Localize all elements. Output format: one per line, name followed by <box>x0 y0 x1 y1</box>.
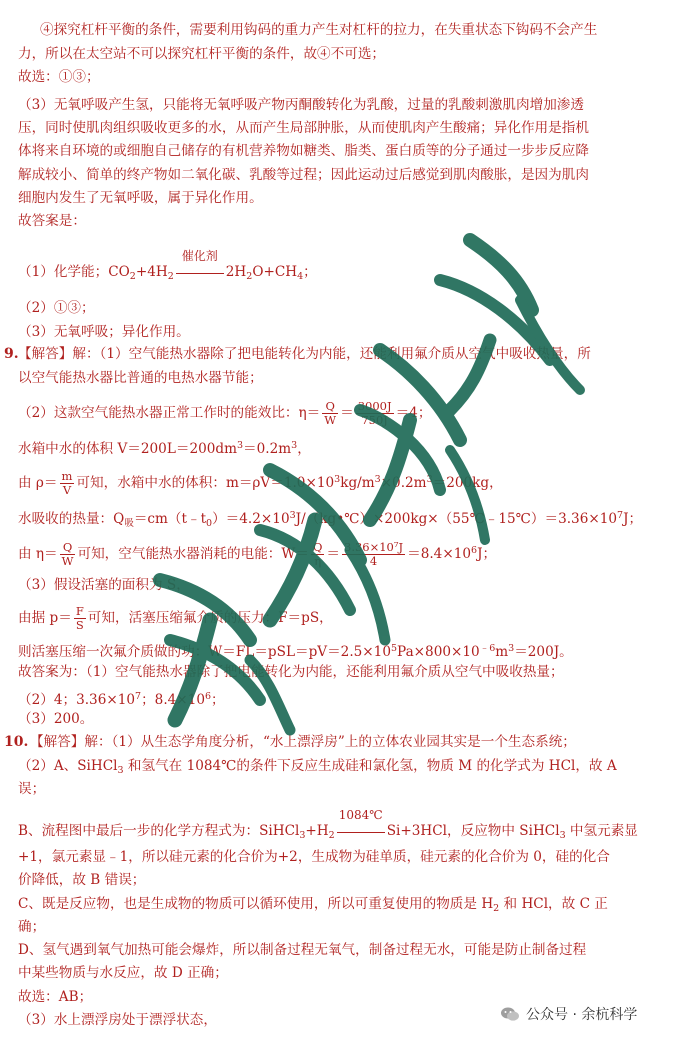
text-line: 故答案为：（1）空气能热水器除了把电能转化为内能，还能利用氟介质从空气中吸收热量； <box>18 664 564 680</box>
text-line: 【解答】解：（1）从生态学角度分析，“水上漂浮房”上的立体农业园其实是一个生态系统； <box>30 734 576 750</box>
equation-line: B、流程图中最后一步的化学方程式为：$SiHCl_3+H_2$ 1084℃ Si+3HCl，反应物中 SiHCl$_3$ 中氢元素显 <box>18 807 638 841</box>
equation-line: 则活塞压缩一次氟介质做的功：$W=FL=pSL=pV=2.5\times 10^5Pa\times 800\times 10^{﹣6}m^3=200J$。 <box>18 643 573 660</box>
equation-line: （1）化学能；$CO_2+4H_2$ 催化剂 $2H_2O+CH_4$； <box>18 248 317 282</box>
equation-line: 由 ρ＝ $\frac{m}{V}$ 可知，水箱中水的体积：$m=\rho V=1.0\times 10^3kg/m^3\times 0.2m^3=200kg$， <box>18 469 503 497</box>
text-line: 故选：①③； <box>18 69 100 85</box>
footer-label: 公众号 · 余杭科学 <box>526 1007 638 1023</box>
equation-line: 由据 p＝ $\frac{F}{S}$ 可知，活塞压缩氟介质的压力：F＝pS， <box>18 604 333 632</box>
equation-line: 由 η＝ $\frac{Q}{W}$ 可知，空气能热水器消耗的电能：W＝ $\frac{Q}{\eta}$ ＝ $\frac{\text{3.36×10⁷J}}{4}$ $=8.4\times 10^6J$； <box>18 540 497 568</box>
text-line: 中某些物质与水反应，故 D 正确； <box>18 965 228 981</box>
text-line: （3）水上漂浮房处于漂浮状态， <box>18 1012 217 1028</box>
text-line: 细胞内发生了无氧呼吸，属于异化作用。 <box>18 190 263 206</box>
text-line: 力，所以在太空站不可以探究杠杆平衡的条件，故④不可选； <box>18 46 386 62</box>
fraction: $\frac{m}{V}$ <box>61 469 73 497</box>
footer-brand <box>500 1004 637 1024</box>
text-line: （3）假设活塞的面积为 S， <box>18 577 190 593</box>
text-line: 故选：AB； <box>18 989 93 1005</box>
reaction-arrow: 催化剂 <box>176 268 224 278</box>
equation-line: （2）这款空气能热水器正常工作时的能效比：η＝ $\frac{Q}{W}$ ＝ $\frac{3000J}{750J}$ ＝4； <box>18 399 432 427</box>
fraction: $\frac{3000J}{750J}$ <box>357 399 392 427</box>
text-line: （3）无氧呼吸；异化作用。 <box>18 324 190 340</box>
text-line: 解成较小、简单的终产物如二氧化碳、乳酸等过程；因此运动过后感觉到肌肉酸胀，是因为肌肉 <box>18 167 589 183</box>
text-line: （2）4；$3.36\times 10^7$；$8.4\times 10^6$； <box>18 691 225 708</box>
question-number: 10. <box>4 734 29 750</box>
text-line: 误； <box>18 781 46 797</box>
wechat-icon <box>500 1006 520 1022</box>
text-line: 体将来自环境的或细胞自己储存的有机营养物如糖类、脂类、蛋白质等的分子通过一步步反应降 <box>18 143 589 159</box>
text-line: D、氢气遇到氧气加热可能会爆炸，所以制备过程无氧气，制备过程无水，可能是防止制备过程 <box>18 942 587 958</box>
fraction: $\frac{Q}{W}$ <box>61 540 74 568</box>
fraction: $\frac{\text{3.36×10⁷J}}{4}$ <box>344 540 404 568</box>
text-line: 水箱中水的体积 $V=200L=200dm^3=0.2m^3$， <box>18 440 311 457</box>
text-line: （2）①③； <box>18 300 95 316</box>
text-line: ④探究杠杆平衡的条件，需要利用钩码的重力产生对杠杆的拉力，在失重状态下钩码不会产生 <box>40 22 598 38</box>
text-line: 【解答】解：（1）空气能热水器除了把电能转化为内能，还能利用氟介质从空气中吸收热量，所 <box>18 346 591 362</box>
text-line: （2）A、SiHCl$_3$ 和氢气在 1084℃的条件下反应生成硅和氯化氢，物质 M 的化学式为 HCl，故 A <box>18 758 617 776</box>
text-line: （3）200。 <box>18 711 94 727</box>
equation-line: 水吸收的热量：$Q_吸=cm(t﹣t_0)=4.2\times 10^3J/(kg•℃)\times 200kg\times(55℃﹣15℃)=3.36\times 10^7J$； <box>18 510 643 529</box>
question-number: 9. <box>4 346 19 362</box>
text-line: C、既是反应物，也是生成物的物质可以循环使用，所以可重复使用的物质是 $H_2$ 和 HCl，故 C 正 <box>18 896 608 914</box>
reaction-arrow: 1084℃ <box>337 827 385 837</box>
fraction: $\frac{Q}{W}$ <box>324 399 337 427</box>
fraction: $\frac{Q}{\eta}$ <box>312 540 323 568</box>
text-line: 故答案是： <box>18 213 86 229</box>
text-line: 确； <box>18 919 46 935</box>
text-line: +1，氯元素显﹣1，所以硅元素的化合价为+2，生成物为硅单质，硅元素的化合价为 0，硅的化合 <box>18 849 610 865</box>
fraction: $\frac{F}{S}$ <box>75 604 84 632</box>
text-line: 以空气能热水器比普通的电热水器节能； <box>18 370 263 386</box>
text-line: 压，同时使肌肉组织吸收更多的水，从而产生局部肿胀，从而使肌肉产生酸痛；异化作用是指机 <box>18 120 589 136</box>
text-line: （3）无氧呼吸产生氢，只能将无氧呼吸产物丙酮酸转化为乳酸，过量的乳酸刺激肌肉增加渗透 <box>18 97 584 113</box>
text-line: 价降低，故 B 错误； <box>18 872 146 888</box>
